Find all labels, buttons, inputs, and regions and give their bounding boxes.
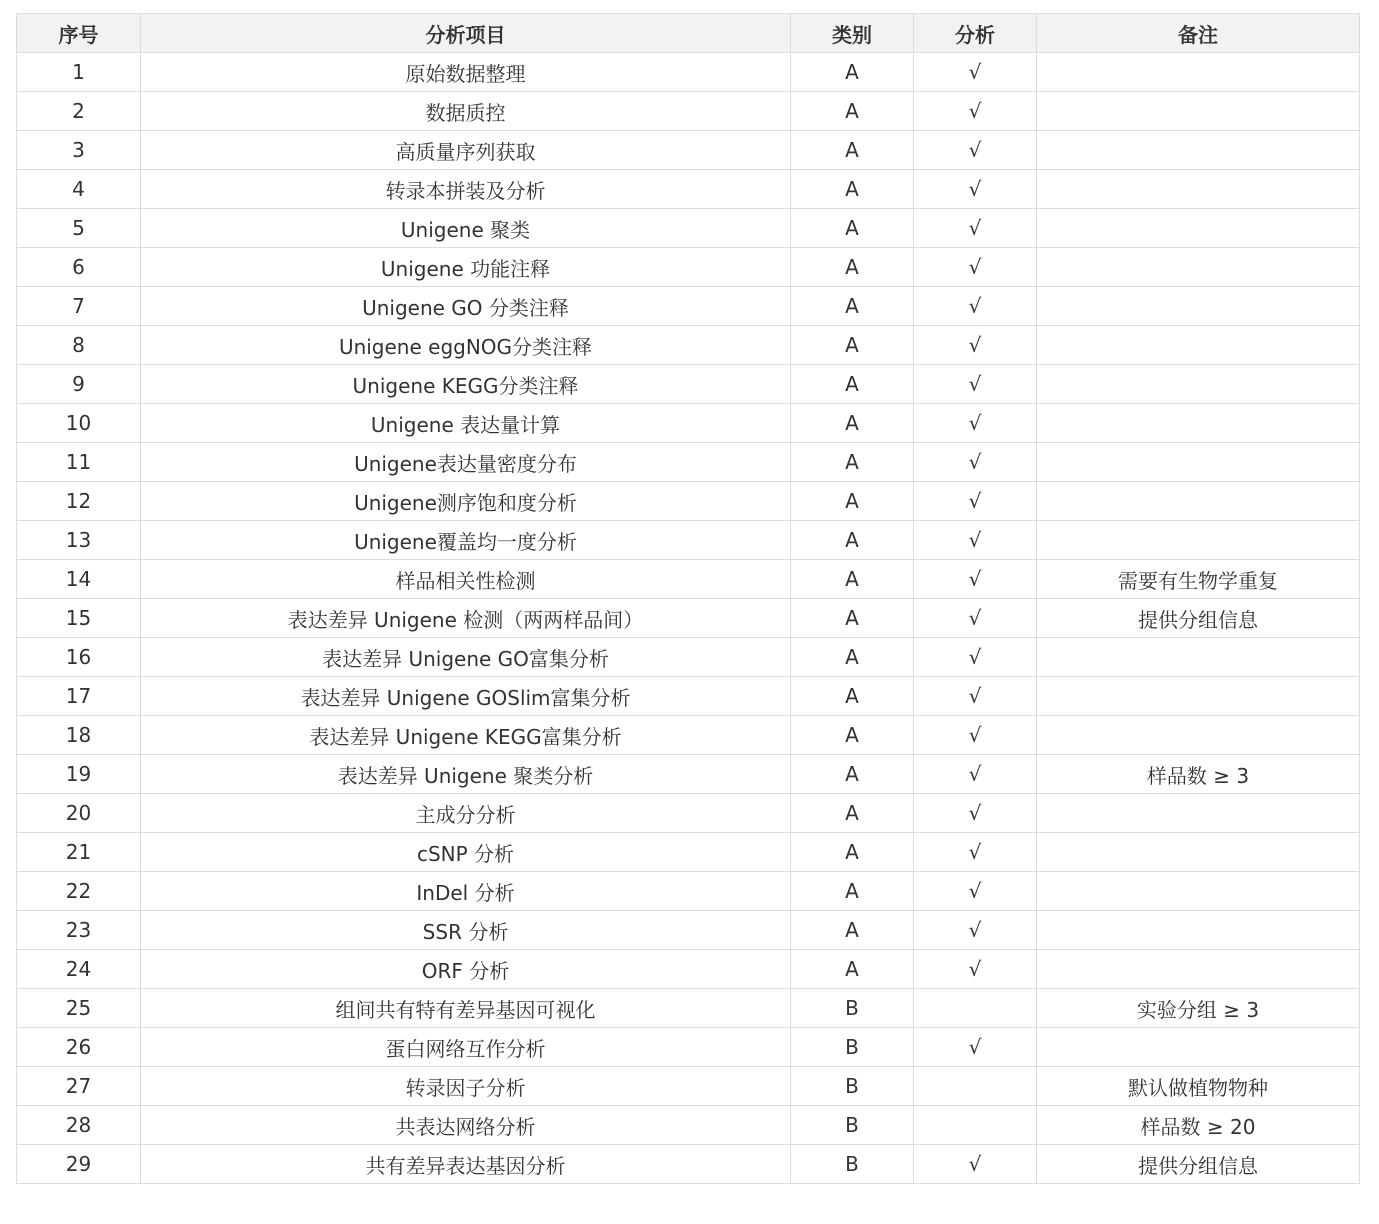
cell-analysis: √ [914, 560, 1037, 599]
cell-serial-number: 16 [17, 638, 141, 677]
table-row [17, 248, 1360, 287]
cell-analysis-item: 共表达网络分析 [141, 1106, 791, 1145]
cell-serial-number: 21 [17, 833, 141, 872]
cell-analysis: √ [914, 209, 1037, 248]
cell-analysis-item: 高质量序列获取 [141, 131, 791, 170]
cell-remarks [1037, 677, 1360, 716]
cell-remarks [1037, 404, 1360, 443]
cell-category: A [791, 638, 914, 677]
header-row [17, 14, 1360, 53]
cell-analysis: √ [914, 638, 1037, 677]
cell-analysis-item: Unigene表达量密度分布 [141, 443, 791, 482]
cell-analysis-item: 表达差异 Unigene 聚类分析 [141, 755, 791, 794]
header-category: 类别 [791, 14, 914, 53]
table-row [17, 1028, 1360, 1067]
cell-remarks [1037, 794, 1360, 833]
analysis-table-container [16, 13, 1359, 1184]
cell-analysis-item: 表达差异 Unigene GO富集分析 [141, 638, 791, 677]
table-row [17, 92, 1360, 131]
cell-category: A [791, 131, 914, 170]
table-row [17, 1067, 1360, 1106]
cell-remarks: 需要有生物学重复 [1037, 560, 1360, 599]
cell-category: A [791, 482, 914, 521]
cell-analysis: √ [914, 482, 1037, 521]
cell-category: A [791, 794, 914, 833]
cell-serial-number: 7 [17, 287, 141, 326]
cell-analysis-item: ORF 分析 [141, 950, 791, 989]
cell-remarks: 实验分组 ≥ 3 [1037, 989, 1360, 1028]
cell-analysis-item: 转录本拼装及分析 [141, 170, 791, 209]
cell-remarks [1037, 443, 1360, 482]
table-row [17, 404, 1360, 443]
header-remarks: 备注 [1037, 14, 1360, 53]
cell-remarks [1037, 131, 1360, 170]
cell-remarks [1037, 638, 1360, 677]
table-row [17, 53, 1360, 92]
cell-category: A [791, 599, 914, 638]
table-row [17, 1145, 1360, 1184]
table-row [17, 560, 1360, 599]
table-row [17, 794, 1360, 833]
cell-serial-number: 29 [17, 1145, 141, 1184]
cell-remarks [1037, 950, 1360, 989]
cell-analysis: √ [914, 872, 1037, 911]
cell-analysis-item: SSR 分析 [141, 911, 791, 950]
cell-category: A [791, 443, 914, 482]
cell-remarks [1037, 716, 1360, 755]
cell-category: A [791, 170, 914, 209]
cell-analysis-item: 原始数据整理 [141, 53, 791, 92]
cell-category: B [791, 1028, 914, 1067]
cell-remarks [1037, 365, 1360, 404]
cell-remarks [1037, 1028, 1360, 1067]
cell-analysis-item: Unigene 功能注释 [141, 248, 791, 287]
cell-analysis: √ [914, 1028, 1037, 1067]
table-row [17, 287, 1360, 326]
analysis-table [16, 13, 1360, 1184]
cell-analysis [914, 1067, 1037, 1106]
cell-analysis [914, 989, 1037, 1028]
cell-category: A [791, 677, 914, 716]
cell-category: A [791, 911, 914, 950]
cell-analysis: √ [914, 950, 1037, 989]
cell-serial-number: 8 [17, 326, 141, 365]
cell-analysis: √ [914, 404, 1037, 443]
cell-serial-number: 17 [17, 677, 141, 716]
cell-serial-number: 24 [17, 950, 141, 989]
cell-analysis-item: cSNP 分析 [141, 833, 791, 872]
cell-analysis: √ [914, 170, 1037, 209]
cell-analysis-item: 样品相关性检测 [141, 560, 791, 599]
cell-analysis: √ [914, 287, 1037, 326]
cell-serial-number: 23 [17, 911, 141, 950]
cell-serial-number: 13 [17, 521, 141, 560]
cell-remarks [1037, 326, 1360, 365]
cell-analysis [914, 1106, 1037, 1145]
table-header [17, 14, 1360, 53]
table-row [17, 326, 1360, 365]
table-row [17, 365, 1360, 404]
cell-analysis-item: Unigene KEGG分类注释 [141, 365, 791, 404]
cell-analysis-item: 表达差异 Unigene KEGG富集分析 [141, 716, 791, 755]
cell-remarks [1037, 872, 1360, 911]
cell-remarks [1037, 209, 1360, 248]
cell-analysis: √ [914, 248, 1037, 287]
cell-serial-number: 11 [17, 443, 141, 482]
table-body [17, 53, 1360, 1184]
table-row [17, 911, 1360, 950]
cell-analysis: √ [914, 833, 1037, 872]
cell-remarks: 默认做植物物种 [1037, 1067, 1360, 1106]
cell-category: A [791, 53, 914, 92]
table-row [17, 443, 1360, 482]
table-row [17, 482, 1360, 521]
cell-analysis: √ [914, 1145, 1037, 1184]
cell-analysis-item: Unigene eggNOG分类注释 [141, 326, 791, 365]
cell-serial-number: 18 [17, 716, 141, 755]
cell-analysis: √ [914, 755, 1037, 794]
cell-category: A [791, 833, 914, 872]
table-row [17, 716, 1360, 755]
cell-remarks [1037, 92, 1360, 131]
table-row [17, 170, 1360, 209]
header-analysis: 分析 [914, 14, 1037, 53]
cell-serial-number: 28 [17, 1106, 141, 1145]
cell-remarks [1037, 170, 1360, 209]
cell-analysis: √ [914, 326, 1037, 365]
cell-serial-number: 15 [17, 599, 141, 638]
cell-category: A [791, 365, 914, 404]
cell-category: A [791, 755, 914, 794]
cell-serial-number: 10 [17, 404, 141, 443]
cell-category: A [791, 326, 914, 365]
table-row [17, 131, 1360, 170]
cell-remarks [1037, 482, 1360, 521]
table-row [17, 1106, 1360, 1145]
table-row [17, 677, 1360, 716]
cell-analysis-item: 数据质控 [141, 92, 791, 131]
cell-category: A [791, 248, 914, 287]
cell-category: A [791, 950, 914, 989]
cell-remarks: 样品数 ≥ 3 [1037, 755, 1360, 794]
cell-serial-number: 25 [17, 989, 141, 1028]
cell-serial-number: 9 [17, 365, 141, 404]
header-analysis-item: 分析项目 [141, 14, 791, 53]
cell-category: A [791, 92, 914, 131]
cell-analysis-item: Unigene 表达量计算 [141, 404, 791, 443]
cell-serial-number: 22 [17, 872, 141, 911]
table-row [17, 872, 1360, 911]
cell-analysis: √ [914, 443, 1037, 482]
cell-serial-number: 27 [17, 1067, 141, 1106]
cell-serial-number: 1 [17, 53, 141, 92]
cell-serial-number: 4 [17, 170, 141, 209]
table-row [17, 950, 1360, 989]
cell-analysis-item: 表达差异 Unigene 检测（两两样品间） [141, 599, 791, 638]
cell-analysis: √ [914, 131, 1037, 170]
cell-analysis-item: 组间共有特有差异基因可视化 [141, 989, 791, 1028]
cell-analysis: √ [914, 92, 1037, 131]
cell-analysis-item: Unigene测序饱和度分析 [141, 482, 791, 521]
cell-analysis-item: 表达差异 Unigene GOSlim富集分析 [141, 677, 791, 716]
cell-serial-number: 14 [17, 560, 141, 599]
cell-serial-number: 6 [17, 248, 141, 287]
cell-analysis-item: InDel 分析 [141, 872, 791, 911]
cell-analysis: √ [914, 365, 1037, 404]
cell-category: A [791, 404, 914, 443]
cell-analysis-item: 转录因子分析 [141, 1067, 791, 1106]
cell-remarks [1037, 287, 1360, 326]
cell-category: A [791, 560, 914, 599]
header-serial-number: 序号 [17, 14, 141, 53]
cell-category: A [791, 209, 914, 248]
cell-serial-number: 20 [17, 794, 141, 833]
cell-analysis: √ [914, 521, 1037, 560]
cell-remarks [1037, 833, 1360, 872]
table-row [17, 521, 1360, 560]
cell-category: B [791, 989, 914, 1028]
table-row [17, 755, 1360, 794]
cell-remarks [1037, 248, 1360, 287]
table-row [17, 209, 1360, 248]
cell-analysis-item: Unigene 聚类 [141, 209, 791, 248]
table-row [17, 833, 1360, 872]
cell-analysis-item: Unigene覆盖均一度分析 [141, 521, 791, 560]
cell-remarks: 样品数 ≥ 20 [1037, 1106, 1360, 1145]
cell-category: B [791, 1067, 914, 1106]
table-row [17, 599, 1360, 638]
cell-analysis-item: Unigene GO 分类注释 [141, 287, 791, 326]
cell-remarks [1037, 521, 1360, 560]
cell-serial-number: 3 [17, 131, 141, 170]
cell-serial-number: 2 [17, 92, 141, 131]
cell-category: B [791, 1145, 914, 1184]
cell-serial-number: 19 [17, 755, 141, 794]
cell-serial-number: 26 [17, 1028, 141, 1067]
cell-analysis: √ [914, 911, 1037, 950]
cell-remarks: 提供分组信息 [1037, 599, 1360, 638]
cell-analysis: √ [914, 716, 1037, 755]
cell-serial-number: 12 [17, 482, 141, 521]
cell-category: A [791, 872, 914, 911]
cell-remarks: 提供分组信息 [1037, 1145, 1360, 1184]
cell-analysis-item: 主成分分析 [141, 794, 791, 833]
table-row [17, 638, 1360, 677]
cell-serial-number: 5 [17, 209, 141, 248]
cell-analysis-item: 蛋白网络互作分析 [141, 1028, 791, 1067]
cell-category: B [791, 1106, 914, 1145]
table-row [17, 989, 1360, 1028]
cell-remarks [1037, 911, 1360, 950]
cell-remarks [1037, 53, 1360, 92]
cell-category: A [791, 287, 914, 326]
cell-category: A [791, 716, 914, 755]
cell-analysis: √ [914, 599, 1037, 638]
cell-analysis-item: 共有差异表达基因分析 [141, 1145, 791, 1184]
cell-analysis: √ [914, 53, 1037, 92]
cell-analysis: √ [914, 794, 1037, 833]
cell-category: A [791, 521, 914, 560]
cell-analysis: √ [914, 677, 1037, 716]
